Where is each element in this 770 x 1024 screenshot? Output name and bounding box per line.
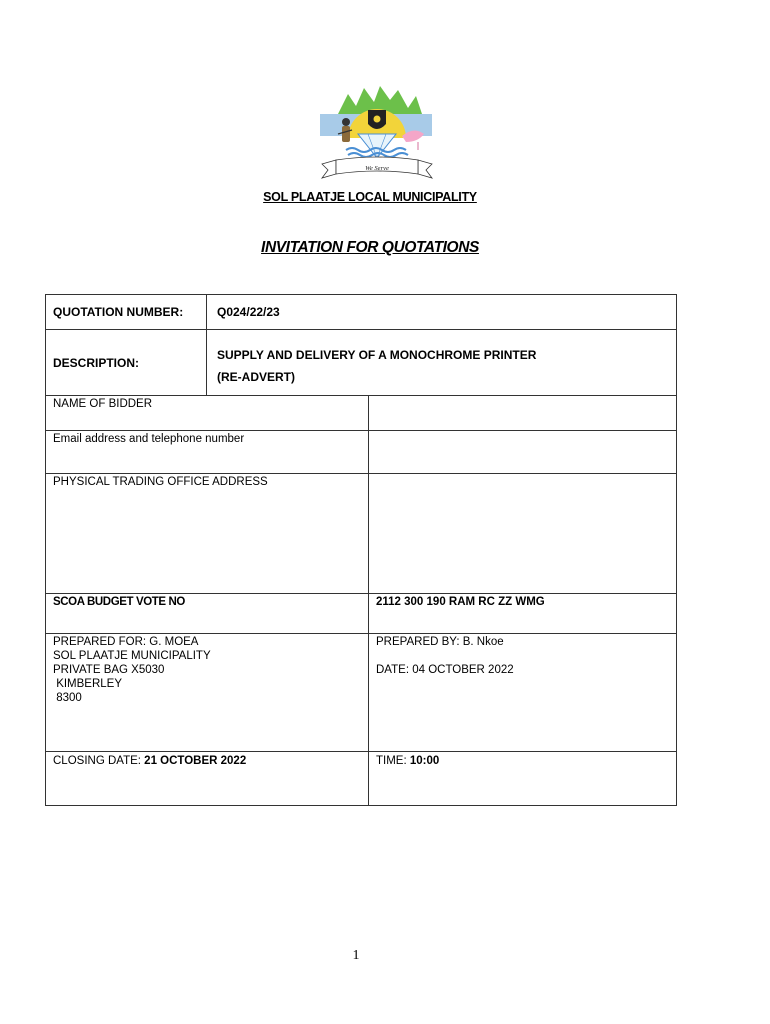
prepared-for-line-2: SOL PLAATJE MUNICIPALITY — [53, 650, 211, 662]
prepared-by-line: PREPARED BY: B. Nkoe — [376, 636, 504, 648]
prepared-for-line-5: 8300 — [53, 692, 82, 704]
description-cell — [207, 330, 677, 396]
bidder-name-label: NAME OF BIDDER — [46, 396, 369, 431]
description-line-1: SUPPLY AND DELIVERY OF A MONOCHROME PRINTER — [217, 348, 537, 362]
closing-time-value: 10:00 — [409, 755, 440, 767]
page-number: 1 — [352, 948, 360, 963]
closing-date-cell — [46, 752, 369, 806]
closing-time-label: TIME: — [376, 755, 410, 767]
prepared-for-cell — [46, 634, 369, 752]
quotation-header-table — [45, 294, 677, 396]
document-title: INVITATION FOR QUOTATIONS — [261, 239, 479, 256]
quotation-number-value: Q024/22/23 — [207, 295, 677, 330]
closing-date-label: CLOSING DATE: — [53, 755, 145, 767]
closing-date-value: 21 OCTOBER 2022 — [144, 755, 247, 767]
closing-time-cell — [369, 752, 677, 806]
bidder-address-field[interactable] — [369, 474, 677, 594]
budget-vote-label: SCOA BUDGET VOTE NO — [46, 594, 369, 634]
bidder-address-label: PHYSICAL TRADING OFFICE ADDRESS — [46, 474, 369, 594]
bidder-details-table — [45, 395, 677, 806]
prepared-for-line-4: KIMBERLEY — [53, 678, 123, 690]
description-label: DESCRIPTION: — [46, 330, 207, 396]
municipality-crest-logo — [318, 84, 436, 182]
quotation-number-label: QUOTATION NUMBER: — [46, 295, 207, 330]
prepared-by-cell — [369, 634, 677, 752]
prepared-for-line-1: PREPARED FOR: G. MOEA — [53, 636, 199, 648]
budget-vote-value: 2112 300 190 RAM RC ZZ WMG — [369, 594, 677, 634]
organization-name: SOL PLAATJE LOCAL MUNICIPALITY — [263, 190, 477, 204]
bidder-contact-label: Email address and telephone number — [46, 431, 369, 474]
prepared-date-line: DATE: 04 OCTOBER 2022 — [376, 664, 514, 676]
description-line-2: (RE-ADVERT) — [217, 370, 295, 384]
bidder-contact-field[interactable] — [369, 431, 677, 474]
crest-motto: We Serve — [365, 165, 389, 172]
bidder-name-field[interactable] — [369, 396, 677, 431]
prepared-for-line-3: PRIVATE BAG X5030 — [53, 664, 165, 676]
